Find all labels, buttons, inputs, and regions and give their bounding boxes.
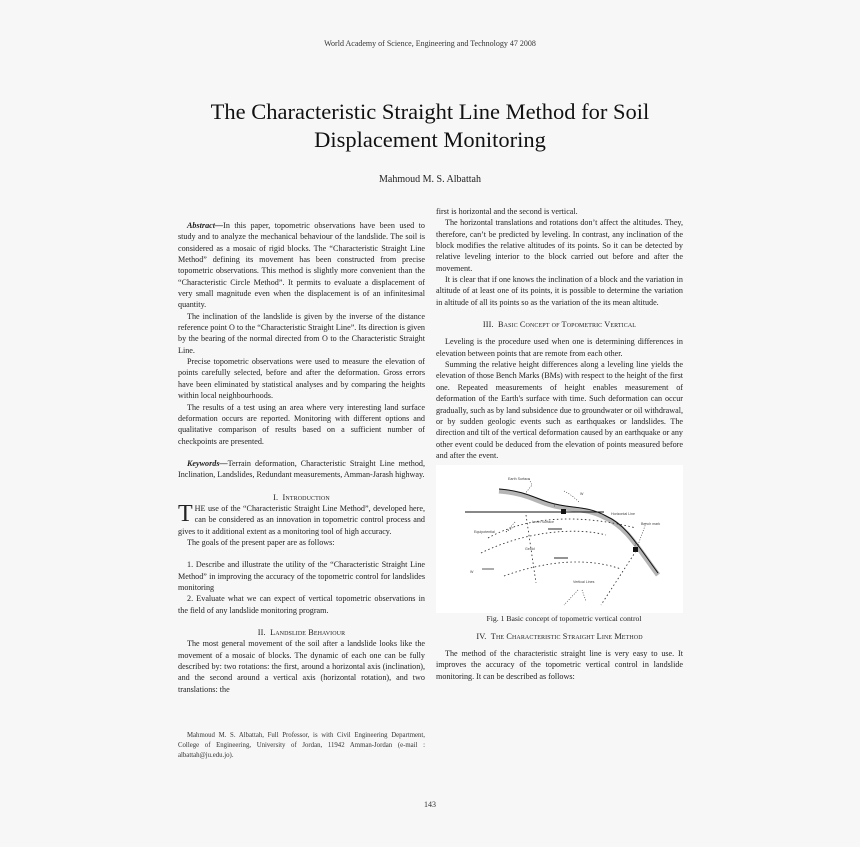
intro-paragraph — [178, 500, 425, 537]
landslide-paragraph-1-continued: first is horizontal and the second is vertical. — [436, 207, 578, 216]
goal-item-1: 1. Describe and illustrate the utility of the “Characteristic Straight Line Method” in improving the accuracy of the topometric control for landslides monitoring — [178, 560, 425, 592]
keywords-text: Terrain deformation, Characteristic Straight Line method, Inclination, Landslides, Redundant measurements, Amman-Jarash highway. — [178, 458, 425, 480]
footnote-text: Mahmoud M. S. Albattah, Full Professor, is with Civil Engineering Department, College of Engineering, University of Jordan, 11942 Amman-Jordan (e-mail : albattah@ju.edu.jo). — [178, 732, 425, 759]
page-number: 143 — [424, 800, 436, 809]
paper-title: The Characteristic Straight Line Method for Soil Displacement Monitoring — [210, 99, 650, 152]
goal-item-2: 2. Evaluate what we can expect of vertical topometric observations in the field of any landslide monitoring program. — [178, 594, 425, 615]
abstract-paragraph-4: The results of a test using an area where very interesting land surface deformation occurs are reported. Monitoring with different options and qualitative comparison of results based on a sufficient number of checkpoints are presented. — [178, 402, 425, 446]
spacer — [178, 481, 425, 492]
section-number: III. — [482, 320, 494, 330]
landslide-paragraph-3: It is clear that if one knows the inclination of a block and the variation in altitude of at least one of its points, it is possible to determine the variation in altitude of all its points so as the variation of the its mean altitude. — [436, 275, 683, 307]
abstract-paragraph-3: Precise topometric observations were used to measure the elevation of points carefully selected, before and after the deformation. Gross errors have been eliminated by statistical analyses and by comparing the heights within local neighbourhoods. — [178, 357, 425, 401]
abstract-label: Abstract — [187, 221, 215, 230]
label-geoid: Geoid — [525, 547, 535, 552]
label-equipotential: Equipotential — [474, 530, 495, 535]
keywords-paragraph — [178, 458, 425, 481]
basic-concept-paragraph-2: Summing the relative height differences along a leveling line yields the elevation of those Bench Marks (BMs) with respect to the height of the first one. Repeated measurements of height enables measurement of deformation of the Earth's surface with time. Such deformation can occur gradually, such as by land subsidence due to groundwater or oil withdrawal, or by sudden geologic events such as earthquakes or landslides. The direction and tilt of the vertical deformation caused by an earthquake or any other event could be deduced from the elevation of points measured before and after the event. — [436, 360, 683, 460]
method-paragraph-1: The method of the characteristic straight line is very easy to use. It improves the accuracy of the topometric vertical control in landslide monitoring. It can be described as follows: — [436, 648, 683, 681]
section-title: The Characteristic Straight Line Method — [490, 631, 643, 641]
label-earth-surface: Earth Surface — [508, 477, 530, 482]
label-j: J — [634, 543, 636, 548]
spacer — [436, 308, 683, 319]
section-heading-landslide — [178, 627, 425, 638]
label-horizontal-line: Horizontal Line — [611, 512, 635, 517]
section-heading-introduction — [178, 492, 425, 503]
figure-topometric-control — [436, 465, 683, 613]
label-bench-mark: Bench mark — [641, 522, 661, 527]
spacer — [178, 548, 425, 559]
abstract-paragraph-2: The inclination of the landslide is given by the inverse of the distance reference point O to the “Characteristic Straight Line”. Its direction is given by the bearing of the normal directed from O to the Characteristic Straight Line. — [178, 311, 425, 355]
author-footnote — [178, 731, 425, 760]
landslide-paragraph-1: The most general movement of the soil after a landslide looks like the movement of a mosaic of blocks. The dynamic of each one can be fully described by: two rotations: the first, around a horizontal axis (inclination), and the second around a vertical axis (horizontal rotation), and two translations: the — [178, 639, 425, 694]
abstract-paragraph — [178, 220, 425, 311]
keywords-label: Keywords — [187, 458, 220, 468]
abstract-text: In this paper, topometric observations have been used to study and to analyze the mechanical behaviour of the landslide. The soil is considered as a mosaic of rigid blocks. The “Characteristic Straight Line Method” defining its movement has been constructed from precise topometric observations. This method is slightly more convenient than the “Characteristic Circle Method”. It permits to evaluate a displacement of very small magnitude even when the displacement is of an infinitesimal quantity. — [178, 221, 425, 310]
label-vertical-lines: Vertical Lines — [573, 580, 595, 585]
section-heading-basic-concept — [436, 319, 683, 330]
section-number: I. — [273, 492, 279, 502]
intro-lead: HE use of the “Characteristic Straight Line Method”, developed here, can be considered as an innovation in topometric control process and gives to it additional extent as a monitoring tool of high accuracy. — [178, 503, 425, 536]
section-title: Landslide Behaviour — [270, 628, 346, 637]
label-w: W — [580, 492, 584, 497]
goals-intro: The goals of the present paper are as follows: — [187, 537, 335, 547]
dropcap: T — [178, 500, 193, 527]
landslide-paragraph-2: The horizontal translations and rotations don’t affect the altitudes. They, therefore, can’t be predicted by leveling. In contrast, any inclination of the block modifies the relative altitudes of its points. So it can be detected by relative leveling interior to the block carried out before and after the movement. — [436, 218, 683, 273]
journal-header: World Academy of Science, Engineering and Technology 47 2008 — [324, 39, 536, 48]
section-heading-method — [436, 631, 683, 642]
section-number: IV. — [476, 631, 487, 641]
section-title: Basic Concept of Topometric Vertical — [498, 320, 637, 330]
figure-caption: Fig. 1 Basic concept of topometric vertical control — [486, 614, 642, 624]
keywords-dash: — — [219, 458, 228, 468]
label-level-surface: Level Surface — [532, 520, 554, 525]
basic-concept-paragraph-1: Leveling is the procedure used when one is determining differences in elevation between points that are remote from each other. — [436, 337, 683, 358]
left-column — [178, 220, 425, 695]
section-title: Introduction — [282, 492, 330, 502]
spacer — [178, 447, 425, 458]
figure-diagram — [436, 465, 683, 613]
right-column — [436, 206, 683, 682]
spacer — [178, 616, 425, 627]
label-w-left: W — [470, 570, 474, 575]
paper-author: Mahmoud M. S. Albattah — [379, 174, 481, 185]
abstract-dash: — — [215, 221, 224, 230]
label-i: I — [554, 504, 555, 509]
section-number: II. — [257, 628, 266, 637]
